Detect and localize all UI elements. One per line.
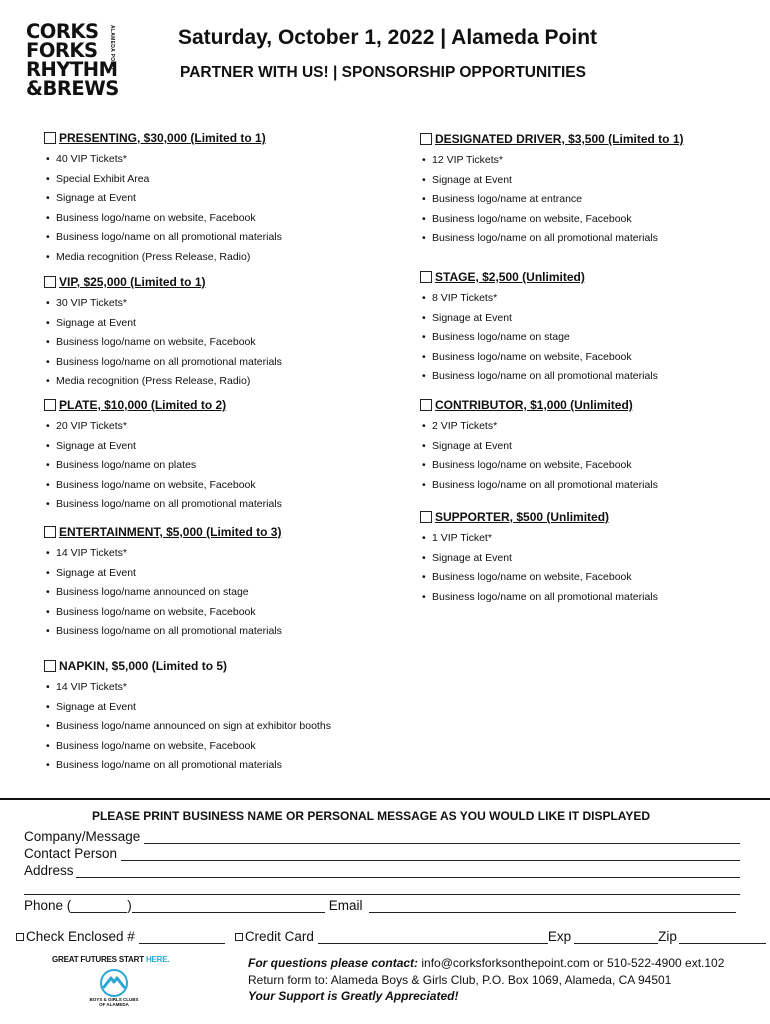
zip-line[interactable]	[679, 929, 766, 944]
logo-line: RHYTHM	[26, 58, 118, 81]
great-futures-text: GREAT FUTURES START	[52, 955, 146, 964]
tier-benefit-item: • Business logo/name on all promotional materials	[44, 756, 331, 776]
tier-stage	[420, 269, 658, 387]
tier-benefit-item: • 14 VIP Tickets*	[44, 678, 331, 698]
phone-number-line[interactable]	[132, 898, 325, 913]
address-field-2[interactable]	[24, 880, 740, 895]
tier-benefit-item: • Special Exhibit Area	[44, 170, 282, 190]
event-logo	[26, 22, 131, 102]
tier-benefit-list	[44, 417, 282, 515]
tier-benefit-item: • 2 VIP Tickets*	[420, 417, 658, 437]
return-address: Return form to: Alameda Boys & Girls Club, P.O. Box 1069, Alameda, CA 94501	[248, 972, 672, 987]
tier-benefit-item: • Business logo/name on website, Facebook	[420, 348, 658, 368]
logo-line: CORKS	[26, 20, 99, 43]
tier-title: CONTRIBUTOR, $1,000 (Unlimited)	[435, 398, 633, 412]
here-text: HERE.	[145, 955, 170, 964]
tier-checkbox[interactable]	[44, 132, 56, 144]
exp-line[interactable]	[574, 929, 658, 944]
company-label: Company/Message	[24, 829, 141, 844]
tier-benefit-item: • Business logo/name on all promotional materials	[44, 622, 282, 642]
tier-benefit-item: • Signage at Event	[44, 314, 282, 334]
tier-benefit-item: • Signage at Event	[420, 309, 658, 329]
phone-paren: )	[127, 898, 132, 913]
tier-benefit-list	[420, 289, 658, 387]
tier-benefit-item: • Signage at Event	[420, 549, 658, 569]
company-line[interactable]	[144, 829, 740, 844]
tier-benefit-list	[44, 150, 282, 268]
tier-benefit-item: • Business logo/name announced on stage	[44, 583, 282, 603]
tier-entertainment	[44, 524, 282, 642]
tier-heading	[44, 130, 282, 146]
tier-heading	[420, 131, 684, 147]
tier-benefit-item: • 14 VIP Tickets*	[44, 544, 282, 564]
tier-title: VIP, $25,000 (Limited to 1)	[59, 275, 206, 289]
tier-benefit-item: • Business logo/name on stage	[420, 328, 658, 348]
logo-tag: ALAMEDA POINT	[109, 25, 115, 71]
tier-plate	[44, 397, 282, 515]
tier-benefit-item: • Media recognition (Press Release, Radio)	[44, 372, 282, 392]
tier-checkbox[interactable]	[44, 526, 56, 538]
credit-card-checkbox[interactable]	[235, 933, 243, 941]
logo-line: &BREWS	[26, 77, 119, 100]
email-label: Email	[328, 898, 363, 913]
questions-label: For questions please contact:	[248, 956, 419, 970]
tier-checkbox[interactable]	[420, 399, 432, 411]
tier-title: NAPKIN, $5,000 (Limited to 5)	[59, 659, 228, 673]
tier-benefit-list	[420, 529, 658, 607]
tier-benefit-item: • Business logo/name on all promotional materials	[44, 228, 282, 248]
tier-benefit-item: • Signage at Event	[44, 698, 331, 718]
tier-supporter	[420, 509, 658, 607]
tier-vip	[44, 274, 282, 392]
tier-benefit-item: • Business logo/name announced on sign at exhibitor booths	[44, 717, 331, 737]
exp-label: Exp	[547, 929, 572, 944]
tier-designated-driver	[420, 131, 684, 249]
page-title: Saturday, October 1, 2022 | Alameda Point	[178, 26, 598, 49]
tier-checkbox[interactable]	[44, 399, 56, 411]
tier-benefit-item: • Business logo/name on all promotional materials	[44, 353, 282, 373]
contact-info	[248, 955, 724, 1005]
address-line[interactable]	[76, 863, 740, 878]
bgc-name	[86, 997, 142, 1007]
payment-row	[16, 929, 766, 944]
tier-benefit-item: • Business logo/name at entrance	[420, 190, 684, 210]
tier-benefit-item: • Business logo/name on all promotional materials	[420, 229, 684, 249]
tier-benefit-item: • Business logo/name on website, Facebook	[44, 209, 282, 229]
tier-checkbox[interactable]	[420, 133, 432, 145]
tier-benefit-item: • Media recognition (Press Release, Radio)	[44, 248, 282, 268]
section-divider	[0, 798, 770, 800]
tier-benefit-list	[420, 151, 684, 249]
tier-benefit-list	[44, 544, 282, 642]
address-line-2[interactable]	[24, 880, 740, 895]
contact-field[interactable]	[24, 846, 740, 861]
address-field[interactable]	[24, 863, 740, 878]
tier-benefit-item: • Business logo/name on website, Facebook	[44, 333, 282, 353]
thanks-text: Your Support is Greatly Appreciated!	[248, 989, 459, 1003]
tier-benefit-item: • 30 VIP Tickets*	[44, 294, 282, 314]
tier-title: STAGE, $2,500 (Unlimited)	[435, 270, 585, 284]
tier-heading	[44, 524, 282, 540]
phone-email-row	[24, 898, 736, 913]
logo-line: FORKS	[26, 39, 98, 62]
tier-benefit-item: • 20 VIP Tickets*	[44, 417, 282, 437]
tier-benefit-list	[44, 294, 282, 392]
tier-benefit-item: • Business logo/name on website, Facebook	[420, 456, 658, 476]
tier-benefit-item: • Business logo/name on all promotional materials	[420, 476, 658, 496]
tier-checkbox[interactable]	[44, 276, 56, 288]
tier-title: PLATE, $10,000 (Limited to 2)	[59, 398, 227, 412]
tier-benefit-item: • Business logo/name on website, Facebook	[44, 603, 282, 623]
tier-napkin	[44, 658, 331, 776]
tier-benefit-list	[420, 417, 658, 495]
credit-card-line[interactable]	[318, 929, 548, 944]
tier-benefit-item: • 12 VIP Tickets*	[420, 151, 684, 171]
tier-benefit-item: • Business logo/name on all promotional materials	[420, 367, 658, 387]
tier-heading	[44, 274, 282, 290]
tier-title: DESIGNATED DRIVER, $3,500 (Limited to 1)	[435, 132, 684, 146]
company-field[interactable]	[24, 829, 740, 844]
check-number-line[interactable]	[139, 929, 225, 944]
tier-benefit-item: • Business logo/name on website, Facebook	[420, 210, 684, 230]
tier-title: ENTERTAINMENT, $5,000 (Limited to 3)	[59, 525, 282, 539]
tier-benefit-item: • Business logo/name on website, Facebook	[44, 737, 331, 757]
tier-checkbox[interactable]	[420, 511, 432, 523]
tier-title: SUPPORTER, $500 (Unlimited)	[435, 510, 610, 524]
credit-label: Credit Card	[244, 929, 314, 944]
tier-benefit-item: • Signage at Event	[420, 171, 684, 191]
tier-benefit-item: • Business logo/name on all promotional materials	[420, 588, 658, 608]
check-enclosed-checkbox[interactable]	[16, 933, 24, 941]
tier-benefit-item: • Signage at Event	[420, 437, 658, 457]
contact-line[interactable]	[121, 846, 740, 861]
zip-label: Zip	[658, 929, 677, 944]
tier-checkbox[interactable]	[44, 660, 56, 672]
contact-label: Contact Person	[24, 846, 118, 861]
tier-heading	[420, 269, 658, 285]
phone-area-code-line[interactable]	[71, 898, 127, 913]
tier-benefit-item: • Business logo/name on website, Facebook	[420, 568, 658, 588]
check-label: Check Enclosed #	[26, 929, 135, 944]
tier-benefit-item: • 40 VIP Tickets*	[44, 150, 282, 170]
bgc-name-text: BOYS & GIRLS CLUBS	[89, 997, 139, 1002]
tier-benefit-item: • Business logo/name on all promotional materials	[44, 495, 282, 515]
email-line[interactable]	[369, 898, 736, 913]
tier-benefit-item: • 1 VIP Ticket*	[420, 529, 658, 549]
tier-heading	[44, 397, 282, 413]
tier-heading	[420, 509, 658, 525]
address-label: Address	[24, 863, 74, 878]
tier-benefit-item: • Signage at Event	[44, 437, 282, 457]
questions-value[interactable]: info@corksforksonthepoint.com or 510-522-4900 ext.102	[418, 956, 725, 970]
tier-title: PRESENTING, $30,000 (Limited to 1)	[59, 131, 266, 145]
boys-girls-club-logo-icon	[94, 968, 134, 998]
tier-heading	[420, 397, 658, 413]
tier-benefit-item: • Business logo/name on plates	[44, 456, 282, 476]
tier-contributor	[420, 397, 658, 495]
tier-heading	[44, 658, 331, 674]
great-futures-tagline	[52, 955, 169, 964]
tier-benefit-list	[44, 678, 331, 776]
tier-benefit-item: • Signage at Event	[44, 189, 282, 209]
tier-benefit-item: • 8 VIP Tickets*	[420, 289, 658, 309]
phone-label: Phone (	[24, 898, 72, 913]
tier-benefit-item: • Signage at Event	[44, 564, 282, 584]
tier-presenting	[44, 130, 282, 268]
bgc-sub-text: OF ALAMEDA	[99, 1002, 129, 1007]
tier-benefit-item: • Business logo/name on website, Facebook	[44, 476, 282, 496]
page-subtitle: PARTNER WITH US! | SPONSORSHIP OPPORTUNITIES	[180, 64, 586, 81]
form-title: PLEASE PRINT BUSINESS NAME OR PERSONAL MESSAGE AS YOU WOULD LIKE IT DISPLAYED	[91, 809, 651, 823]
tier-checkbox[interactable]	[420, 271, 432, 283]
